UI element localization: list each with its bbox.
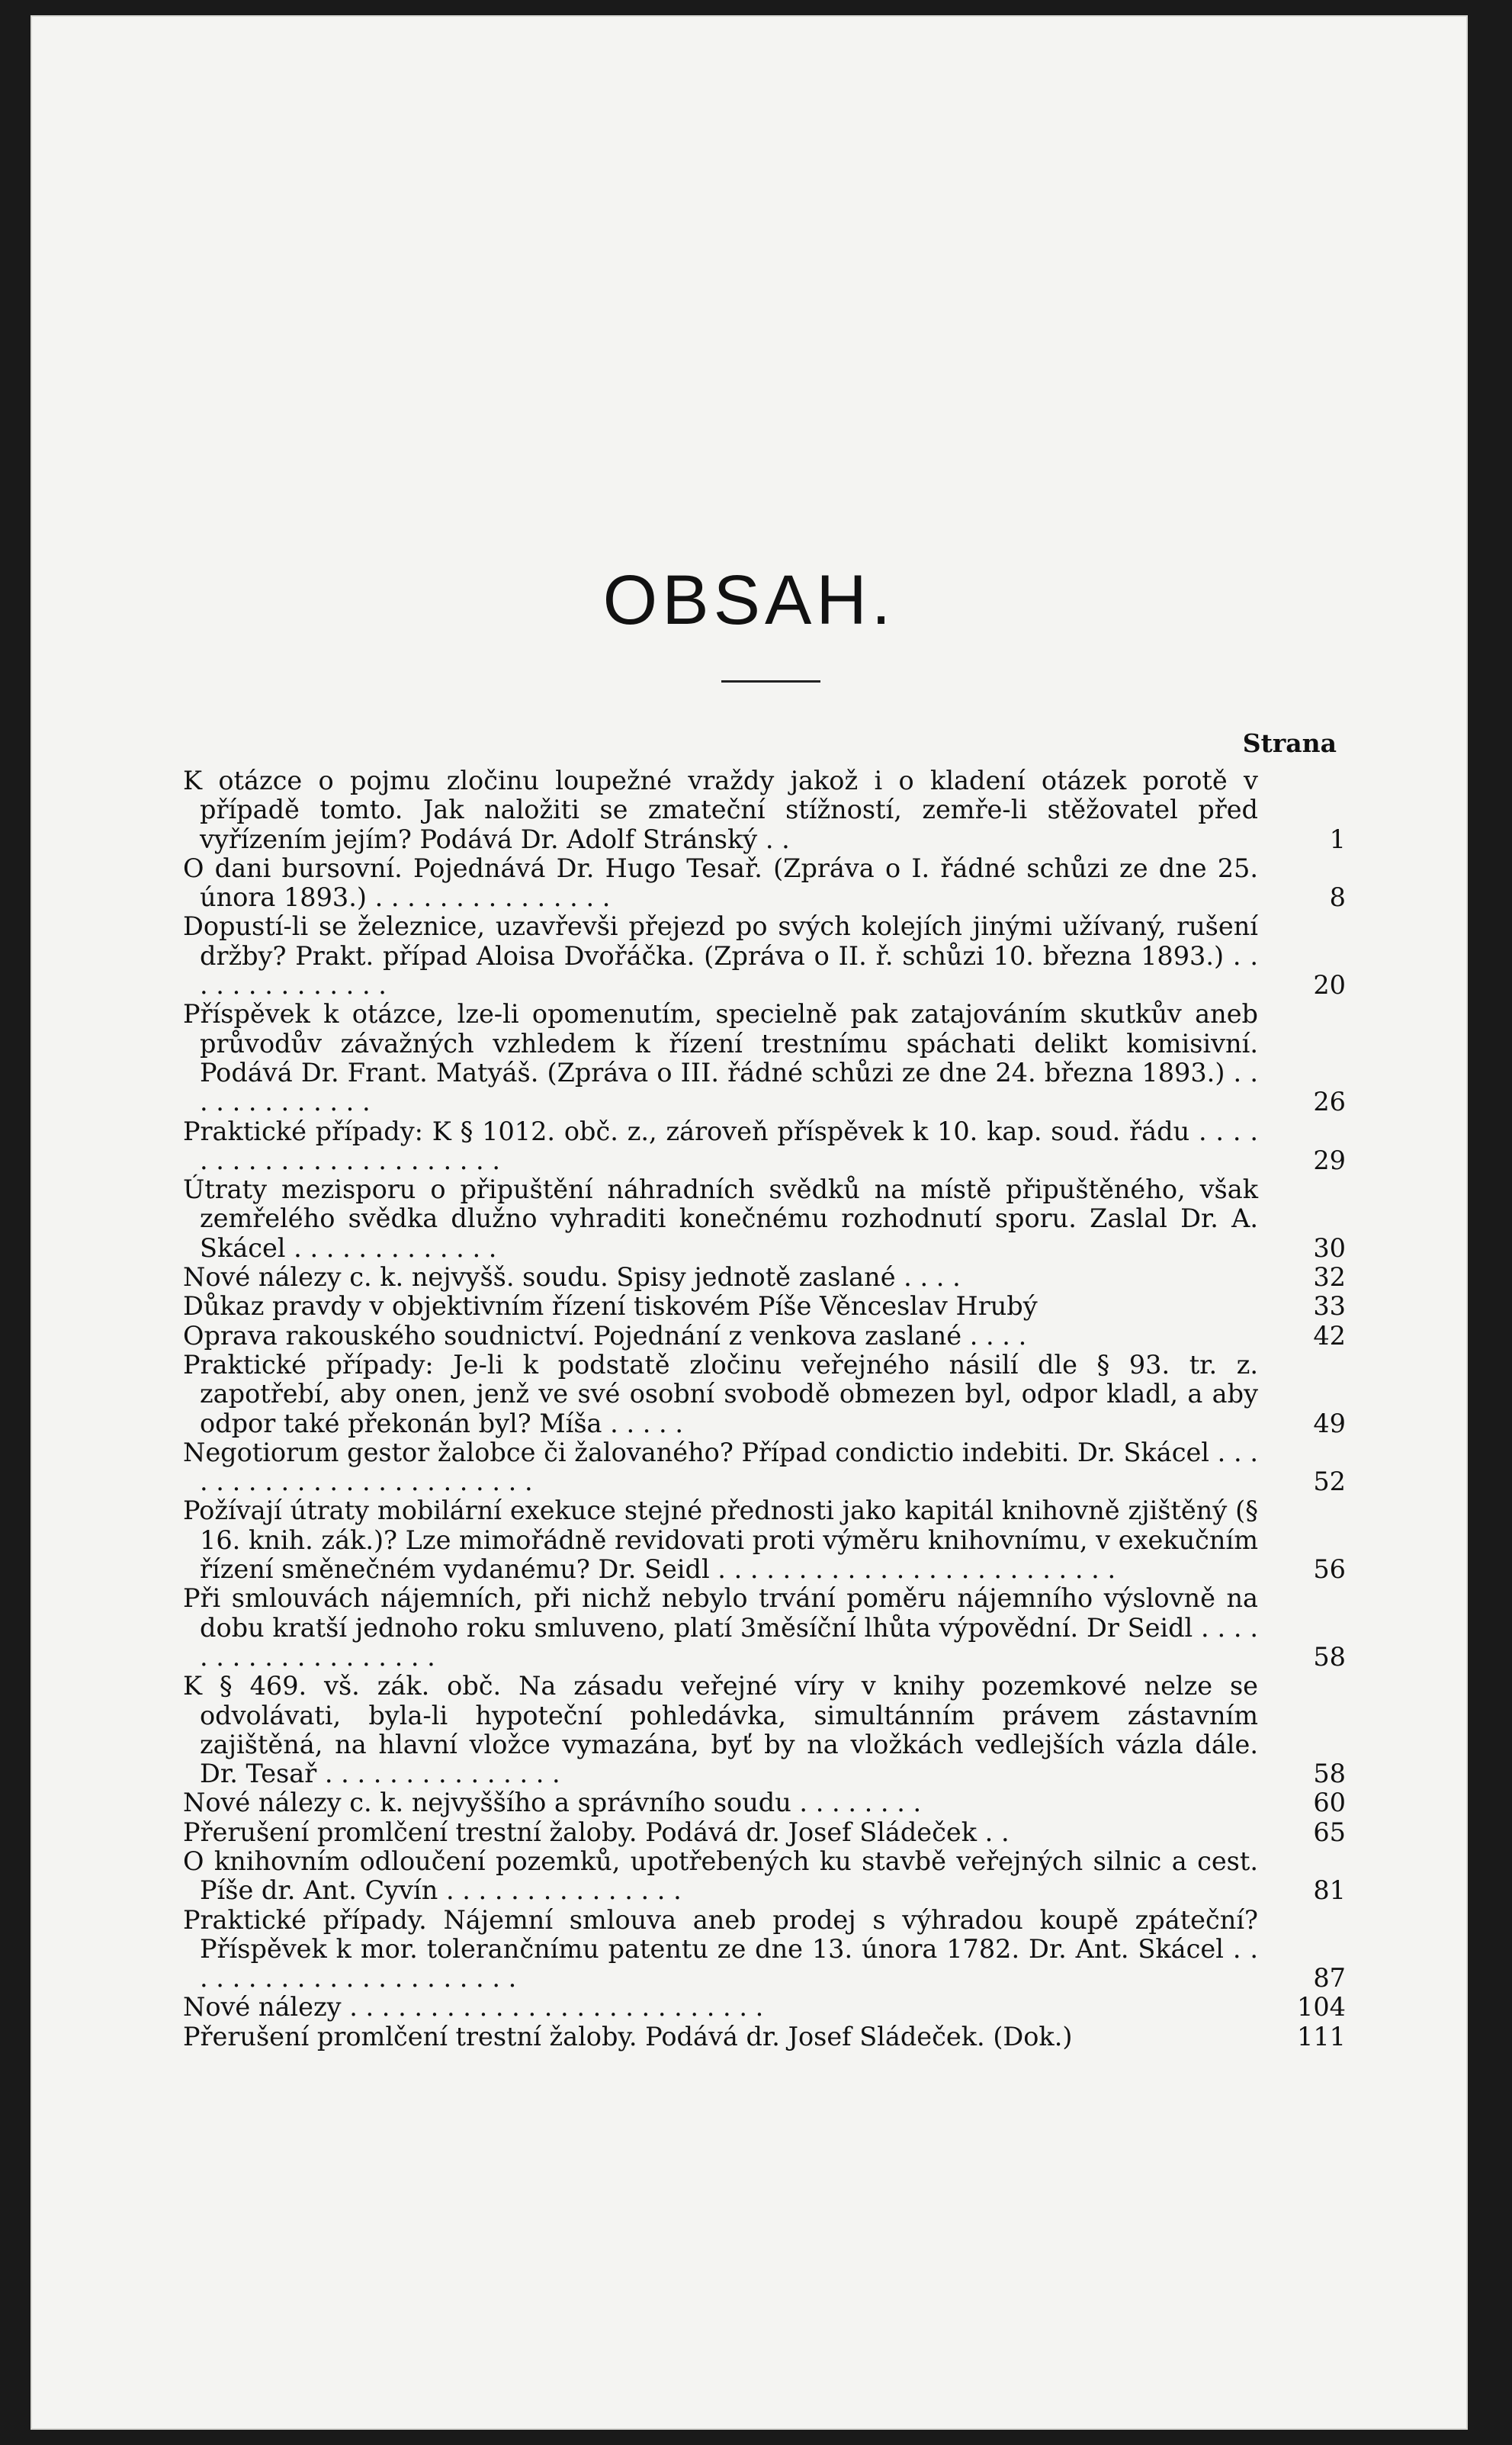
toc-entry-text: Praktické případy. Nájemní smlouva aneb prodej s výhradou koupě zpáteční? Příspěvek k mor. tolerančnímu patentu ze dne 13. února 1782. Dr. Ant. Skácel . . . . . . . . . . . . . . . . . . . . . . bbox=[183, 1904, 1258, 1994]
toc-entry bbox=[183, 1263, 1346, 1292]
toc-entry-text: K otázce o pojmu zločinu loupežné vraždy jakož i o kladení otázek porotě v případě tomto. Jak naložiti se zmateční stížností, zemře-li stěžovatel před vyřízením jejím? Podává Dr. Adolf Stránský . . bbox=[183, 766, 1258, 854]
toc-entry-text: Praktické případy: Je-li k podstatě zločinu veřejného násilí dle § 93. tr. z. zapotřebí, aby onen, jenž ve své osobní svobodě obmezen byl, odpor kladl, a aby odpor také překonán byl? Míša . . . . . bbox=[183, 1349, 1258, 1438]
toc-entry-page: 111 bbox=[1297, 2021, 1346, 2051]
toc-entry-page: 8 bbox=[1329, 882, 1346, 913]
toc-entry-text: O knihovním odloučení pozemků, upotřebených ku stavbě veřejných silnic a cest. Píše dr. Ant. Cyvín . . . . . . . . . . . . . . . bbox=[183, 1846, 1258, 1906]
toc-entry bbox=[183, 1672, 1346, 1788]
toc-entry-page: 58 bbox=[1313, 1759, 1346, 1789]
page-title: OBSAH. bbox=[602, 561, 896, 639]
toc-entry-page: 65 bbox=[1313, 1817, 1346, 1847]
toc-entry-page: 29 bbox=[1313, 1145, 1346, 1175]
toc-entry bbox=[183, 912, 1346, 1000]
toc-entry bbox=[183, 1847, 1346, 1906]
toc-entry-page: 49 bbox=[1313, 1408, 1346, 1438]
toc-entry-text: Důkaz pravdy v objektivním řízení tiskovém Píše Věnceslav Hrubý bbox=[183, 1291, 1038, 1322]
title-rule bbox=[721, 680, 820, 683]
toc-entry bbox=[183, 1496, 1346, 1584]
toc-entry-page: 81 bbox=[1313, 1875, 1346, 1906]
toc-entry-text: Dopustí-li se železnice, uzavřevši přejezd po svých kolejích jinými užívaný, rušení držby? Prakt. případ Aloisa Dvořáčka. (Zpráva o II. ř. schůzi 10. března 1893.) . . . . . . . . . . . . . . bbox=[183, 911, 1258, 1001]
toc-entry-page: 87 bbox=[1313, 1963, 1346, 1994]
toc-entry bbox=[183, 1351, 1346, 1438]
toc-entry bbox=[183, 766, 1346, 854]
toc-entry bbox=[183, 1000, 1346, 1116]
toc-entry bbox=[183, 1993, 1346, 2022]
toc-entry-text: Přerušení promlčení trestní žaloby. Podává dr. Josef Sládeček . . bbox=[183, 1817, 1010, 1847]
page-column-header: Strana bbox=[1242, 728, 1337, 758]
toc-entry-page: 26 bbox=[1313, 1087, 1346, 1117]
toc-entry-text: Při smlouvách nájemních, při nichž nebylo trvání poměru nájemního výslovně na dobu kratší jednoho roku smluveno, platí 3měsíční lhůta výpovědní. Dr Seidl . . . . . . . . . . . . . . . . . . . bbox=[183, 1583, 1258, 1672]
toc-entry bbox=[183, 854, 1346, 913]
toc-entry-text: Negotiorum gestor žalobce či žalovaného? Případ condictio indebiti. Dr. Skácel . . . . . . . . . . . . . . . . . . . . . . . . bbox=[183, 1437, 1258, 1497]
toc-entry-text: Přerušení promlčení trestní žaloby. Podává dr. Josef Sládeček. (Dok.) bbox=[183, 2021, 1073, 2051]
toc-entry bbox=[183, 1322, 1346, 1351]
toc-entry-page: 42 bbox=[1313, 1320, 1346, 1351]
toc-entry bbox=[183, 1438, 1346, 1497]
toc-entry-page: 20 bbox=[1313, 970, 1346, 1001]
toc-entry bbox=[183, 1292, 1346, 1321]
toc-entry-page: 1 bbox=[1329, 824, 1346, 854]
toc-entry-text: Požívají útraty mobilární exekuce stejné přednosti jako kapitál knihovně zjištěný (§ 16. knih. zák.)? Lze mimořádně revidovati proti výměru knihovnímu, v exekučním řízení směnečném vydanému? Dr. Seidl . . . . . . . . . . . . . . . . . . . . . . . . . bbox=[183, 1496, 1258, 1585]
book-page bbox=[30, 15, 1468, 2430]
toc-entry-page: 60 bbox=[1313, 1788, 1346, 1818]
toc-entry-page: 33 bbox=[1313, 1291, 1346, 1322]
table-of-contents bbox=[183, 766, 1346, 2051]
toc-entry-page: 32 bbox=[1313, 1262, 1346, 1293]
toc-entry bbox=[183, 1175, 1346, 1263]
toc-entry-text: O dani bursovní. Pojednává Dr. Hugo Tesař. (Zpráva o I. řádné schůzi ze dne 25. února 1893.) . . . . . . . . . . . . . . . bbox=[183, 853, 1258, 913]
toc-entry bbox=[183, 1906, 1346, 1994]
toc-entry-text: Nové nálezy c. k. nejvyšš. soudu. Spisy jednotě zaslané . . . . bbox=[183, 1262, 961, 1293]
toc-entry-text: Příspěvek k otázce, lze-li opomenutím, specielně pak zatajováním skutkův aneb průvodův závažných vzhledem k řízení trestnímu spáchati delikt komisivní. Podává Dr. Frant. Matyáš. (Zpráva o III. řádné schůzi ze dne 24. března 1893.) . . . . . . . . . . . . . bbox=[183, 999, 1258, 1117]
toc-entry-text: Praktické případy: K § 1012. obč. z., zároveň příspěvek k 10. kap. soud. řádu . . . . . . . . . . . . . . . . . . . . . . . bbox=[183, 1116, 1258, 1175]
toc-entry-text: Nové nálezy . . . . . . . . . . . . . . . . . . . . . . . . . . bbox=[183, 1992, 764, 2023]
toc-entry bbox=[183, 1818, 1346, 1847]
toc-entry-text: Útraty mezisporu o připuštění náhradních svědků na místě připuštěného, však zemřelého svědka dlužno vyhraditi konečnému rozhodnutí sporu. Zaslal Dr. A. Skácel . . . . . . . . . . . . . bbox=[183, 1174, 1258, 1263]
toc-entry bbox=[183, 1117, 1346, 1176]
toc-entry-text: Nové nálezy c. k. nejvyššího a správního soudu . . . . . . . . bbox=[183, 1788, 922, 1818]
toc-entry-page: 58 bbox=[1313, 1641, 1346, 1672]
toc-entry-page: 56 bbox=[1313, 1554, 1346, 1585]
toc-entry-page: 104 bbox=[1297, 1992, 1346, 2023]
toc-entry-text: Oprava rakouského soudnictví. Pojednání z venkova zaslané . . . . bbox=[183, 1320, 1027, 1351]
toc-entry bbox=[183, 1788, 1346, 1817]
toc-entry bbox=[183, 1584, 1346, 1672]
toc-entry-page: 52 bbox=[1313, 1467, 1346, 1497]
toc-entry-text: K § 469. vš. zák. obč. Na zásadu veřejné víry v knihy pozemkové nelze se odvolávati, byla-li hypoteční pohledávka, simultánním právem zástavním zajištěná, na hlavní vložce vymazána, byť by na vložkách vedlejších vázla dále. Dr. Tesař . . . . . . . . . . . . . . . bbox=[183, 1671, 1258, 1789]
toc-entry bbox=[183, 2023, 1346, 2051]
toc-entry-page: 30 bbox=[1313, 1232, 1346, 1263]
